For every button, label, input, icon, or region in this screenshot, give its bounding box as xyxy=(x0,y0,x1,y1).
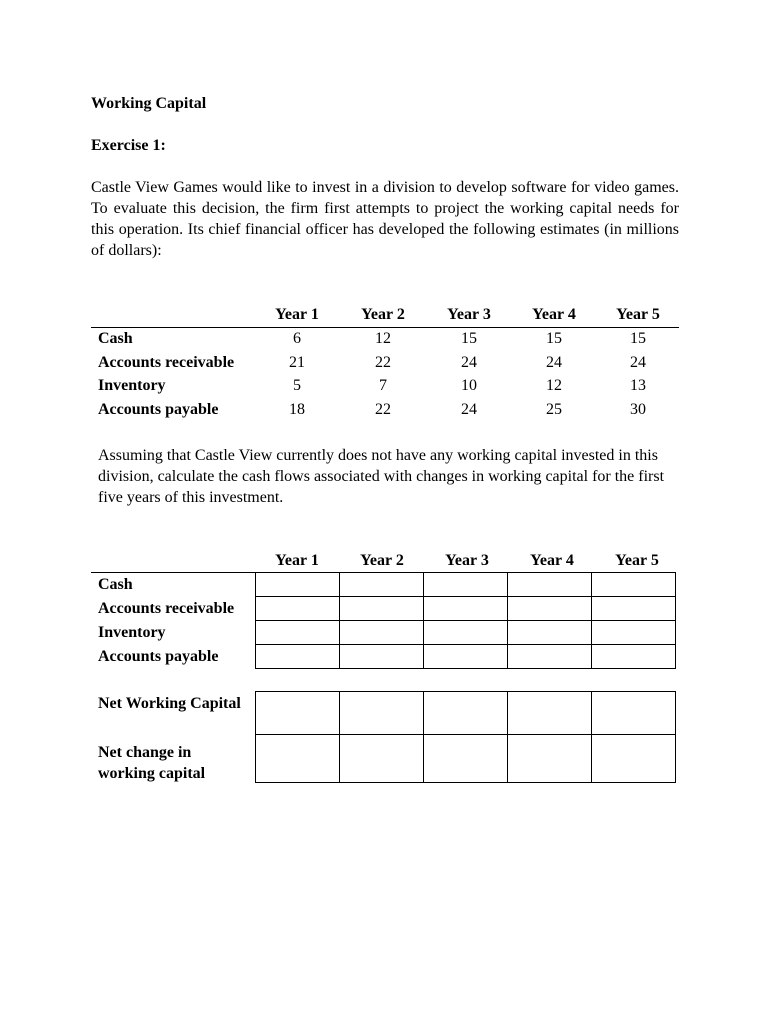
answer-row-label-accounts-receivable: Accounts receivable xyxy=(98,600,235,617)
table-cell: 10 xyxy=(461,377,477,394)
table-cell: 25 xyxy=(546,401,562,418)
row-label-accounts-receivable: Accounts receivable xyxy=(98,354,235,371)
table-row xyxy=(256,621,676,645)
table-cell: 30 xyxy=(630,401,646,418)
answer-cell[interactable] xyxy=(592,573,676,597)
answer-cell[interactable] xyxy=(424,597,508,621)
col-header-year-4: Year 4 xyxy=(532,306,576,323)
answer-cell[interactable] xyxy=(256,645,340,669)
table-cell: 7 xyxy=(379,377,387,394)
summary-cell[interactable] xyxy=(256,692,340,735)
answer-col-header-year-5: Year 5 xyxy=(615,552,659,569)
answer-cell[interactable] xyxy=(340,645,424,669)
answer-col-header-year-3: Year 3 xyxy=(445,552,489,569)
summary-cell[interactable] xyxy=(340,692,424,735)
table-cell: 22 xyxy=(375,354,391,371)
table-cell: 13 xyxy=(630,377,646,394)
row-label-accounts-payable: Accounts payable xyxy=(98,401,219,418)
answer-row-label-cash: Cash xyxy=(98,576,133,593)
col-header-year-3: Year 3 xyxy=(447,306,491,323)
answer-row-label-accounts-payable: Accounts payable xyxy=(98,648,219,665)
table-cell: 15 xyxy=(630,330,646,347)
answer-cell[interactable] xyxy=(340,621,424,645)
table-row xyxy=(256,692,676,735)
summary-cell[interactable] xyxy=(592,692,676,735)
row-label-inventory: Inventory xyxy=(98,377,166,394)
answer-cell[interactable] xyxy=(508,621,592,645)
answer-row-label-inventory: Inventory xyxy=(98,624,166,641)
answer-cell[interactable] xyxy=(424,621,508,645)
table-cell: 21 xyxy=(289,354,305,371)
summary-cell[interactable] xyxy=(340,735,424,783)
table-cell: 18 xyxy=(289,401,305,418)
intro-paragraph: Castle View Games would like to invest in a division to develop software for video games. To evaluate this decision, the firm first attempts to project the working capital needs for this operation. Its chief financial officer has developed the following estimates (in millions of dollars): xyxy=(91,179,679,259)
answer-grid xyxy=(255,572,676,669)
summary-cell[interactable] xyxy=(424,692,508,735)
table-cell: 15 xyxy=(546,330,562,347)
table-cell: 5 xyxy=(293,377,301,394)
table-cell: 12 xyxy=(546,377,562,394)
table-cell: 6 xyxy=(293,330,301,347)
summary-label-net-change: Net change in working capital xyxy=(98,744,206,782)
table-cell: 15 xyxy=(461,330,477,347)
col-header-year-1: Year 1 xyxy=(275,306,319,323)
answer-cell[interactable] xyxy=(424,645,508,669)
row-label-cash: Cash xyxy=(98,330,133,347)
exercise-label: Exercise 1: xyxy=(91,137,166,154)
table-row xyxy=(256,573,676,597)
table-cell: 24 xyxy=(546,354,562,371)
table-cell: 12 xyxy=(375,330,391,347)
answer-header-rule xyxy=(91,572,256,573)
answer-cell[interactable] xyxy=(256,621,340,645)
header-rule xyxy=(91,327,679,328)
answer-cell[interactable] xyxy=(256,573,340,597)
summary-cell[interactable] xyxy=(592,735,676,783)
answer-col-header-year-4: Year 4 xyxy=(530,552,574,569)
table-cell: 24 xyxy=(630,354,646,371)
answer-cell[interactable] xyxy=(508,597,592,621)
table-row xyxy=(256,645,676,669)
summary-cell[interactable] xyxy=(508,735,592,783)
table-cell: 24 xyxy=(461,354,477,371)
table-row xyxy=(256,597,676,621)
answer-cell[interactable] xyxy=(592,597,676,621)
summary-grid xyxy=(255,691,676,783)
summary-cell[interactable] xyxy=(424,735,508,783)
answer-col-header-year-1: Year 1 xyxy=(275,552,319,569)
answer-cell[interactable] xyxy=(424,573,508,597)
answer-cell[interactable] xyxy=(592,645,676,669)
col-header-year-5: Year 5 xyxy=(616,306,660,323)
col-header-year-2: Year 2 xyxy=(361,306,405,323)
page-title: Working Capital xyxy=(91,95,207,112)
question-paragraph: Assuming that Castle View currently does not have any working capital invested in this division, calculate the cash flows associated with changes in working capital for the first five years of this investment. xyxy=(98,447,665,506)
answer-cell[interactable] xyxy=(340,573,424,597)
answer-cell[interactable] xyxy=(508,645,592,669)
table-cell: 22 xyxy=(375,401,391,418)
summary-cell[interactable] xyxy=(256,735,340,783)
summary-cell[interactable] xyxy=(508,692,592,735)
answer-cell[interactable] xyxy=(508,573,592,597)
table-row xyxy=(256,735,676,783)
answer-cell[interactable] xyxy=(340,597,424,621)
answer-cell[interactable] xyxy=(592,621,676,645)
summary-label-net-working-capital: Net Working Capital xyxy=(98,695,241,712)
table-cell: 24 xyxy=(461,401,477,418)
answer-cell[interactable] xyxy=(256,597,340,621)
answer-col-header-year-2: Year 2 xyxy=(360,552,404,569)
